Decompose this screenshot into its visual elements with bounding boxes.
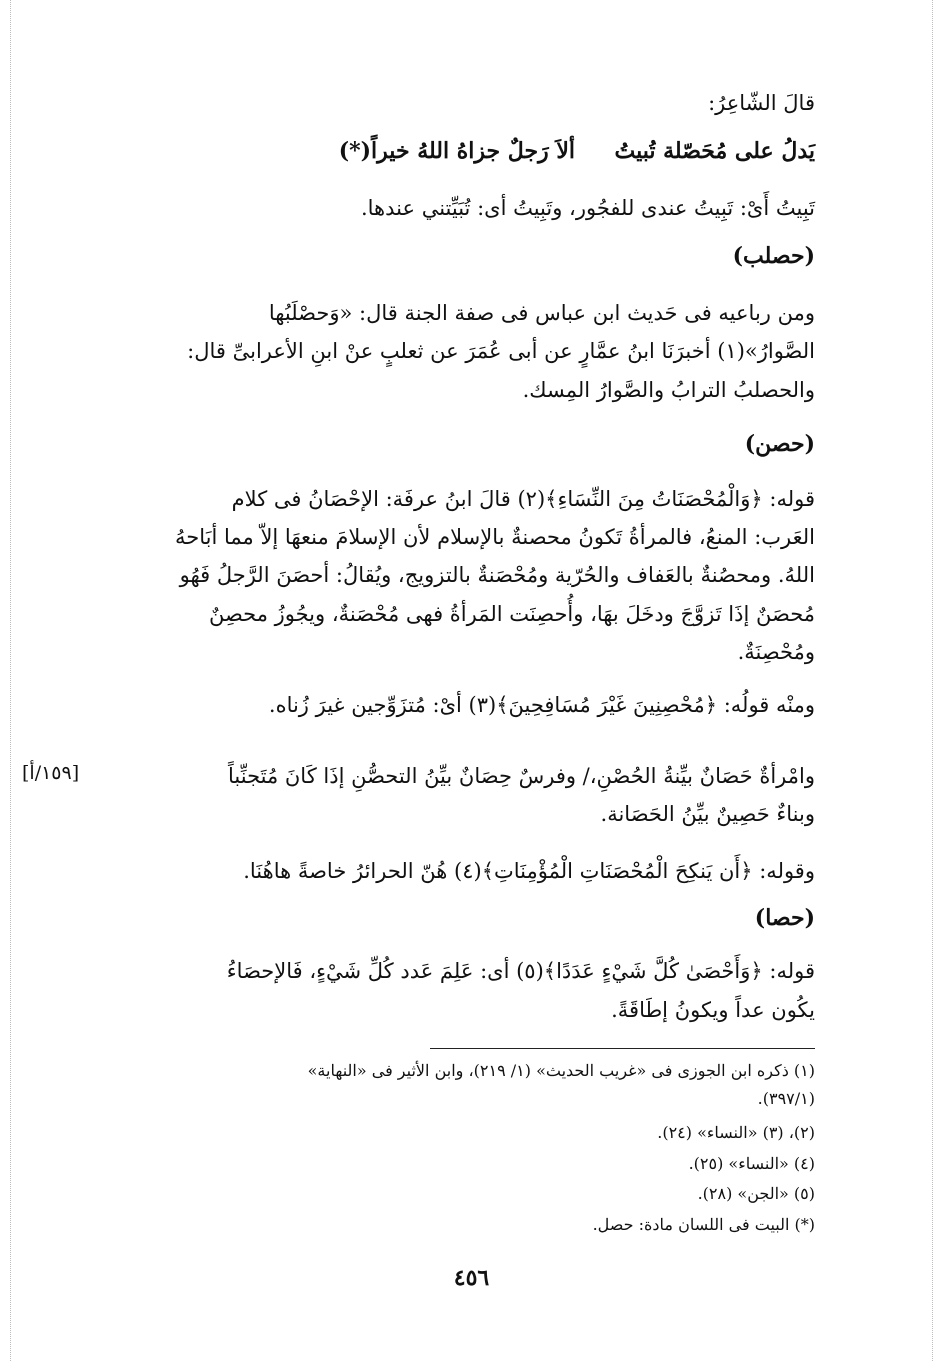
page-number: ٤٥٦ (453, 1265, 490, 1291)
entry-heading-hsn: (حصن) (744, 431, 815, 457)
paragraph-line: ومُحْصِنَةٌ. (737, 640, 815, 664)
manuscript-folio-note: [١٥٩/أ] (22, 762, 80, 784)
footnote: (٥) «الجن» (٢٨). (697, 1184, 815, 1203)
paragraph-line: العَرب: المنعُ، فالمرأةُ تَكونُ محصنةٌ بالإسلام لأن الإسلامَ منعهَا إلاّ مما أبَاحهُ (174, 525, 815, 549)
paragraph-line: قوله: ﴿وَالْمُحْصَنَاتُ مِنَ النِّسَاءِ﴾(٢) قالَ ابنُ عرفَة: الإحْصَانُ فى كلام (231, 487, 815, 511)
paragraph-line: وبناءٌ حَصِينٌ بيِّنُ الحَصَانة. (600, 802, 815, 826)
footnote-separator (430, 1048, 815, 1049)
verse-second-hemistich: يَدلُ على مُحَصّلة تُبيتُ (614, 138, 815, 164)
entry-heading-hsa: (حصا) (754, 905, 815, 931)
verse-first-hemistich: ألاَ رَجلٌ جزاهُ اللهُ خيراً(*) (338, 138, 575, 164)
paragraph-line: مُحصَنٌ إذَا تَزوَّجَ ودخَلَ بهَا، وأُحصِنَت المَرأةُ فهى مُحْصَنةٌ، ويجُوزُ محصِنٌ (208, 602, 815, 626)
poet-intro: قالَ الشّاعِرُ: (708, 91, 815, 115)
paragraph-line: والحصلبُ الترابُ والصَّوارُ المِسك. (522, 378, 815, 402)
footnote: (٢)، (٣) «النساء» (٢٤). (657, 1123, 815, 1142)
paragraph-line: ومنْه قولُه: ﴿مُحْصِنِينَ غَيْرَ مُسَافِحِينَ﴾(٣) أىْ: مُتزَوِّجين غيرَ زُناه. (268, 693, 815, 717)
footnote: (*) البيت فى اللسان مادة: حصل. (592, 1215, 815, 1234)
footnote: (٤) «النساء» (٢٥). (688, 1154, 815, 1173)
paragraph-line: ومن رباعيه فى حَديث ابن عباس فى صفة الجنة قال: «وَحصْلَبُها (268, 301, 815, 325)
paragraph-line: اللهُ. ومحصُنةٌ بالعَفاف والحُرّية ومُحْصَنةٌ بالتزويج، ويُقالُ: أحصَنَ الرَّجلُ فَهُو (179, 563, 815, 587)
paragraph-line: وامْرأةٌ حَصَانٌ بيِّنةُ الحُصْنِ،/ وفرسٌ حِصَانٌ بيِّنُ التحصُّنِ إذَا كَانَ مُتَجنِّباً (228, 764, 815, 788)
footnote: (٣٩٧/١). (757, 1089, 815, 1108)
entry-heading-hslb: (حصلب) (732, 243, 815, 269)
footnote: (١) ذكره ابن الجوزى فى «غريب الحديث» (١/ ٢١٩)، وابن الأثير فى «النهاية» (307, 1061, 815, 1080)
paragraph-line: يكُون عداً ويكونُ إطَاقَةً. (611, 998, 815, 1022)
left-margin-guide (10, 0, 11, 1361)
paragraph-line: قوله: ﴿وَأَحْصَىٰ كُلَّ شَيْءٍ عَدَدًا﴾(٥) أى: عَلِمَ عَدد كُلِّ شَيْءٍ، فَالإحصَاءُ (226, 959, 815, 983)
right-margin-guide (932, 0, 933, 1361)
paragraph-line: الصَّوارُ»(١) أخبرَنَا ابنُ عمَّارٍ عن أبى عُمَرَ عن ثعلبٍ عنْ ابنِ الأعرابىِّ قال: (187, 339, 815, 363)
verse-gloss: تَبِيتُ أَىْ: تَبِيتُ عندى للفجُور، وتَبِيتُ أى: تُبَيِّتني عندها. (360, 196, 815, 220)
paragraph-line: وقوله: ﴿أَن يَنكِحَ الْمُحْصَنَاتِ الْمُؤْمِنَاتِ﴾(٤) هُنّ الحرائرُ خاصةً هاهُنَا. (243, 859, 815, 883)
